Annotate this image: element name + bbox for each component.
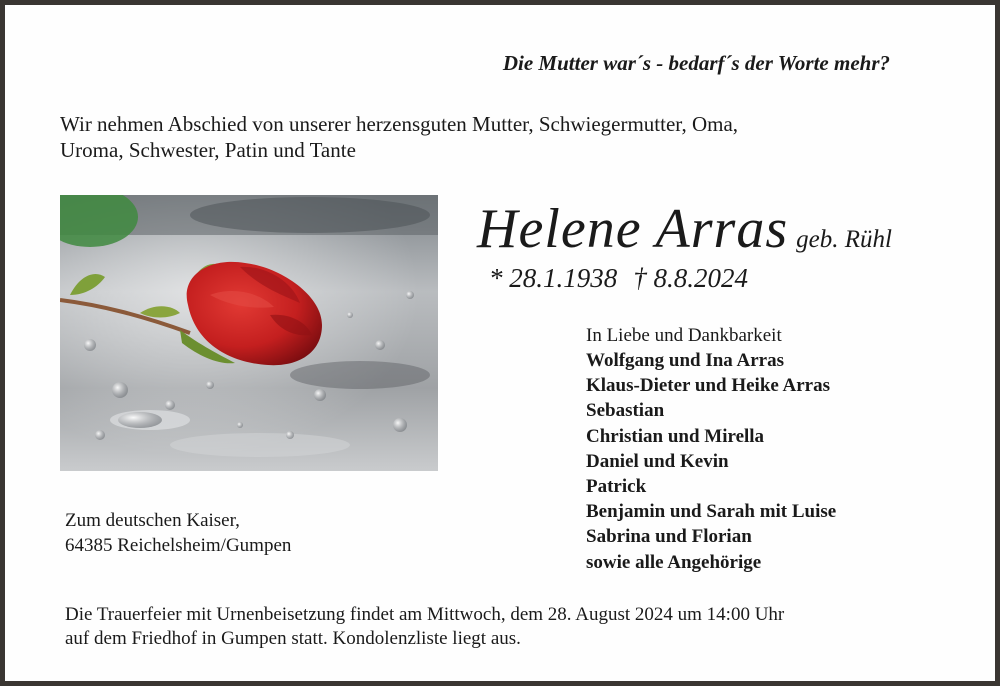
mourner-name: sowie alle Angehörige — [586, 551, 762, 573]
deceased-name: Helene Arras — [477, 198, 789, 260]
intro-line-1: Wir nehmen Abschied von unserer herzensguten Mutter, Schwiegermutter, Oma, — [60, 112, 739, 136]
intro-text — [60, 111, 940, 163]
life-dates — [489, 263, 748, 294]
motto-quote: Die Mutter war´s - bedarf´s der Worte mehr? — [502, 51, 890, 75]
maiden-name: geb. Rühl — [796, 226, 892, 253]
death-date: † 8.8.2024 — [633, 263, 748, 293]
address-line-1: Zum deutschen Kaiser, — [65, 510, 240, 531]
mourners-block — [586, 323, 836, 575]
funeral-info — [65, 603, 965, 651]
mourner-name: Patrick — [586, 476, 647, 498]
birth-date: * 28.1.1938 — [489, 263, 618, 293]
funeral-info-line-2: auf dem Friedhof in Gumpen statt. Kondolenzliste liegt aus. — [65, 628, 521, 649]
red-rose-on-wet-stone-photo — [60, 195, 438, 471]
mourners-list — [586, 348, 836, 575]
mourner-name: Benjamin und Sarah mit Luise — [586, 501, 837, 523]
mourner-name: Christian und Mirella — [586, 425, 765, 447]
mourner-name: Daniel und Kevin — [586, 450, 729, 472]
funeral-info-line-1: Die Trauerfeier mit Urnenbeisetzung findet am Mittwoch, dem 28. August 2024 um 14:00 Uhr — [65, 604, 785, 625]
mourner-name: Klaus-Dieter und Heike Arras — [586, 375, 831, 397]
mourner-name: Sebastian — [586, 400, 665, 422]
rose-photo — [60, 195, 438, 471]
intro-line-2: Uroma, Schwester, Patin und Tante — [60, 138, 356, 162]
mourner-name: Wolfgang und Ina Arras — [586, 350, 784, 371]
mourner-name: Sabrina und Florian — [586, 526, 752, 548]
address-block — [65, 508, 291, 558]
deceased-name-line — [477, 197, 892, 261]
address-line-2: 64385 Reichelsheim/Gumpen — [65, 535, 292, 556]
mourners-lead: In Liebe und Dankbarkeit — [586, 325, 782, 346]
